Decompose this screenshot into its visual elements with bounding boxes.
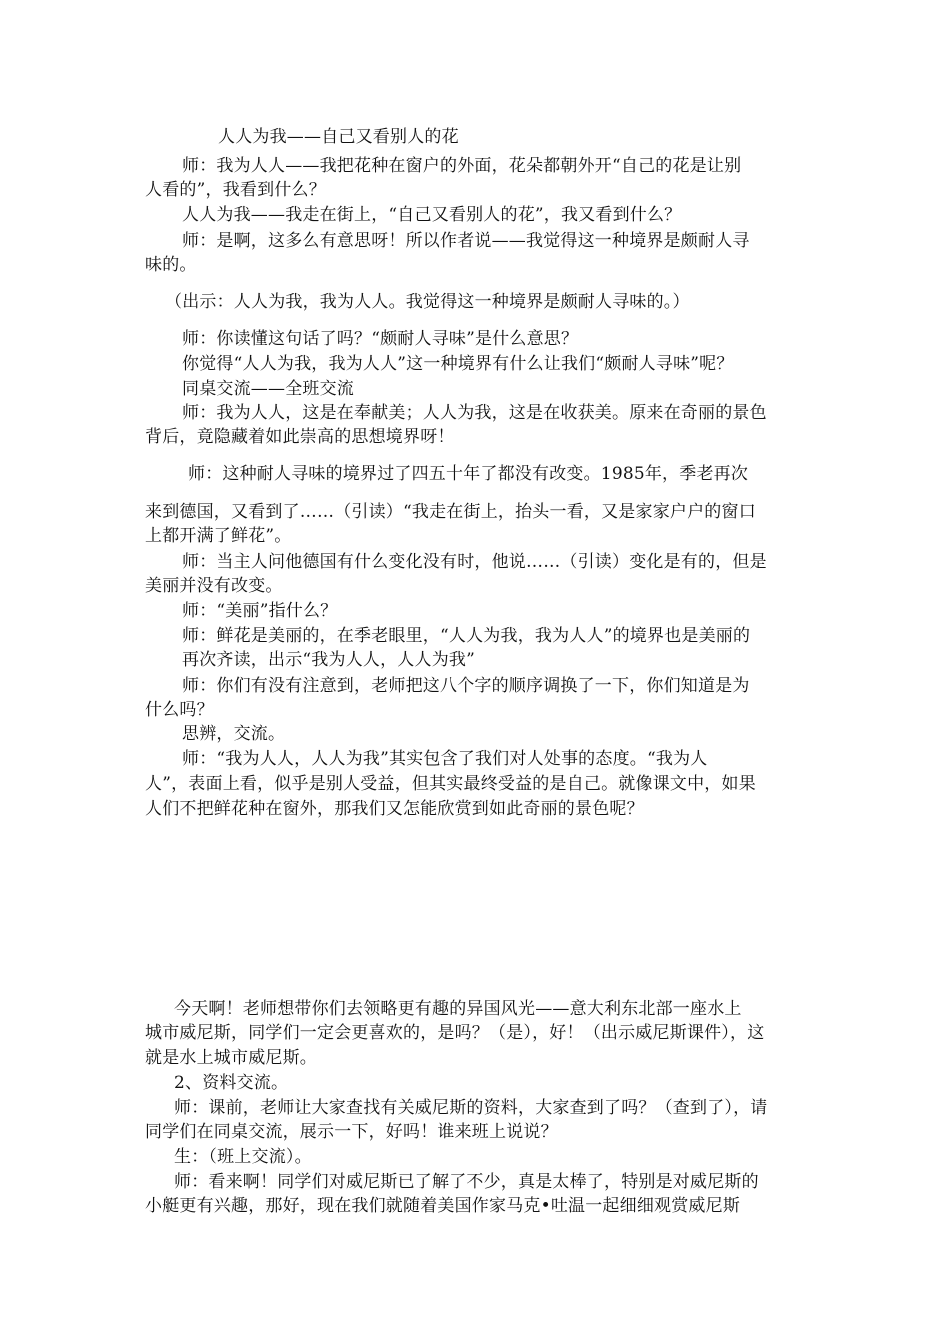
section-heading: 人人为我——自己又看别人的花 xyxy=(218,127,459,147)
paragraph-line: 上都开满了鲜花”。 xyxy=(145,526,292,546)
paragraph-line: 师：课前，老师让大家查找有关威尼斯的资料，大家查到了吗？（查到了），请 xyxy=(174,1098,768,1118)
paragraph-line: 美丽并没有改变。 xyxy=(145,576,283,596)
paragraph-line: 师：我为人人——我把花种在窗户的外面，花朵都朝外开“自己的花是让别 xyxy=(182,156,742,176)
paragraph-line: 今天啊！老师想带你们去领略更有趣的异国风光——意大利东北部一座水上 xyxy=(174,999,742,1019)
paragraph-line: 背后，竟隐藏着如此崇高的思想境界呀！ xyxy=(145,427,455,447)
paragraph-line: 同学们在同桌交流，展示一下，好吗！谁来班上说说？ xyxy=(145,1122,558,1142)
paragraph-line: 师：是啊，这多么有意思呀！所以作者说——我觉得这一种境界是颇耐人寻 xyxy=(182,231,750,251)
paragraph-line: 师：“美丽”指什么？ xyxy=(182,601,338,621)
paragraph-line: 你觉得“人人为我，我为人人”这一种境界有什么让我们“颇耐人寻味”呢？ xyxy=(182,354,734,374)
paragraph-line: 城市威尼斯，同学们一定会更喜欢的，是吗？（是），好！（出示威尼斯课件），这 xyxy=(145,1023,765,1043)
paragraph-line: 来到德国，又看到了……（引读）“我走在街上，抬头一看，又是家家户户的窗口 xyxy=(145,502,756,522)
paragraph-line: 生：（班上交流）。 xyxy=(174,1147,312,1167)
paragraph-line: 师：你们有没有注意到，老师把这八个字的顺序调换了一下，你们知道是为 xyxy=(182,676,750,696)
paragraph-line: 师：你读懂这句话了吗？“颇耐人寻味”是什么意思？ xyxy=(182,329,579,349)
paragraph-line: 师：当主人问他德国有什么变化没有时，他说……（引读）变化是有的，但是 xyxy=(182,552,767,572)
paragraph-line: 师：这种耐人寻味的境界过了四五十年了都没有改变。1985年，季老再次 xyxy=(188,464,749,484)
paragraph-line: 师：我为人人，这是在奉献美；人人为我，这是在收获美。原来在奇丽的景色 xyxy=(182,403,767,423)
paragraph-line: 人”，表面上看，似乎是别人受益，但其实最终受益的是自己。就像课文中，如果 xyxy=(145,774,756,794)
paragraph-line: 人看的”，我看到什么？ xyxy=(145,180,326,200)
paragraph-line: 人们不把鲜花种在窗外，那我们又怎能欣赏到如此奇丽的景色呢？ xyxy=(145,799,644,819)
paragraph-line: 同桌交流——全班交流 xyxy=(182,379,354,399)
paragraph-line: 师：“我为人人，人人为我”其实包含了我们对人处事的态度。“我为人 xyxy=(182,749,708,769)
paragraph-line: 思辨，交流。 xyxy=(182,724,286,744)
paragraph-line: 再次齐读，出示“我为人人，人人为我” xyxy=(182,650,475,670)
section-subheading: 2、资料交流。 xyxy=(174,1073,289,1093)
paragraph-line: （出示：人人为我，我为人人。我觉得这一种境界是颇耐人寻味的。） xyxy=(165,292,690,312)
paragraph-line: 师：看来啊！同学们对威尼斯已了解了不少，真是太棒了，特别是对威尼斯的 xyxy=(174,1172,759,1192)
paragraph-line: 人人为我——我走在街上，“自己又看别人的花”，我又看到什么？ xyxy=(182,205,682,225)
paragraph-line: 味的。 xyxy=(145,255,197,275)
paragraph-line: 小艇更有兴趣，那好，现在我们就随着美国作家马克•吐温一起细细观赏威尼斯 xyxy=(145,1196,741,1216)
paragraph-line: 什么吗？ xyxy=(145,700,214,720)
paragraph-line: 就是水上城市威尼斯。 xyxy=(145,1048,317,1068)
paragraph-line: 师：鲜花是美丽的，在季老眼里，“人人为我，我为人人”的境界也是美丽的 xyxy=(182,626,751,646)
